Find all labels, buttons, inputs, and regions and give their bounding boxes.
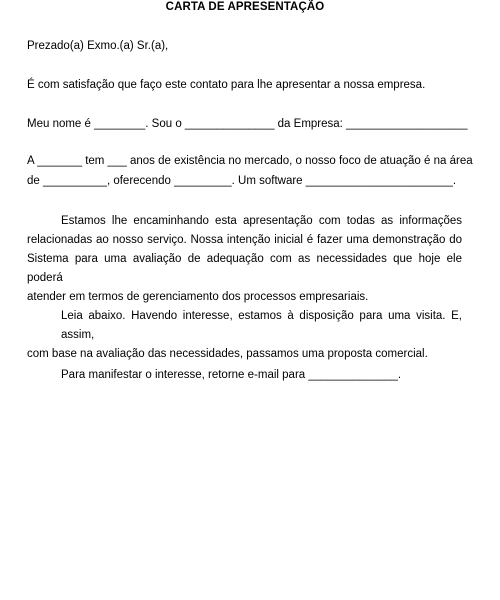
paragraph-service bbox=[27, 212, 462, 307]
paragraph-visit-line-1: Leia abaixo. Havendo interesse, estamos à disposição para uma visita. E, assim, bbox=[61, 310, 462, 341]
intro-sentence: É com satisfação que faço este contato para lhe apresentar a nossa empresa. bbox=[27, 79, 426, 91]
paragraph-service-line-4: atender em termos de gerenciamento dos processos empresariais. bbox=[27, 291, 369, 303]
paragraph-service-line-3: Sistema para uma avaliação de adequação com as necessidades que hoje ele poderá bbox=[27, 253, 462, 284]
paragraph-service-line-2: relacionadas ao nosso serviço. Nossa intenção inicial é fazer uma demonstração do bbox=[27, 234, 462, 246]
company-line-2: de __________, oferecendo _________. Um software _______________________. bbox=[27, 175, 457, 187]
paragraph-visit-line-2: com base na avaliação das necessidades, passamos uma proposta comercial. bbox=[27, 348, 428, 360]
paragraph-visit bbox=[27, 307, 462, 364]
paragraph-service-line-1: Estamos lhe encaminhando esta apresentação com todas as informações bbox=[61, 215, 462, 227]
closing-line: Para manifestar o interesse, retorne e-mail para ______________. bbox=[61, 369, 402, 381]
document-title: CARTA DE APRESENTAÇÃO bbox=[165, 1, 325, 13]
greeting: Prezado(a) Exmo.(a) Sr.(a), bbox=[27, 40, 169, 52]
name-line: Meu nome é ________. Sou o ______________ da Empresa: ___________________ bbox=[27, 118, 468, 130]
company-line-1: A _______ tem ___ anos de existência no mercado, o nosso foco de atuação é na área bbox=[27, 155, 473, 167]
